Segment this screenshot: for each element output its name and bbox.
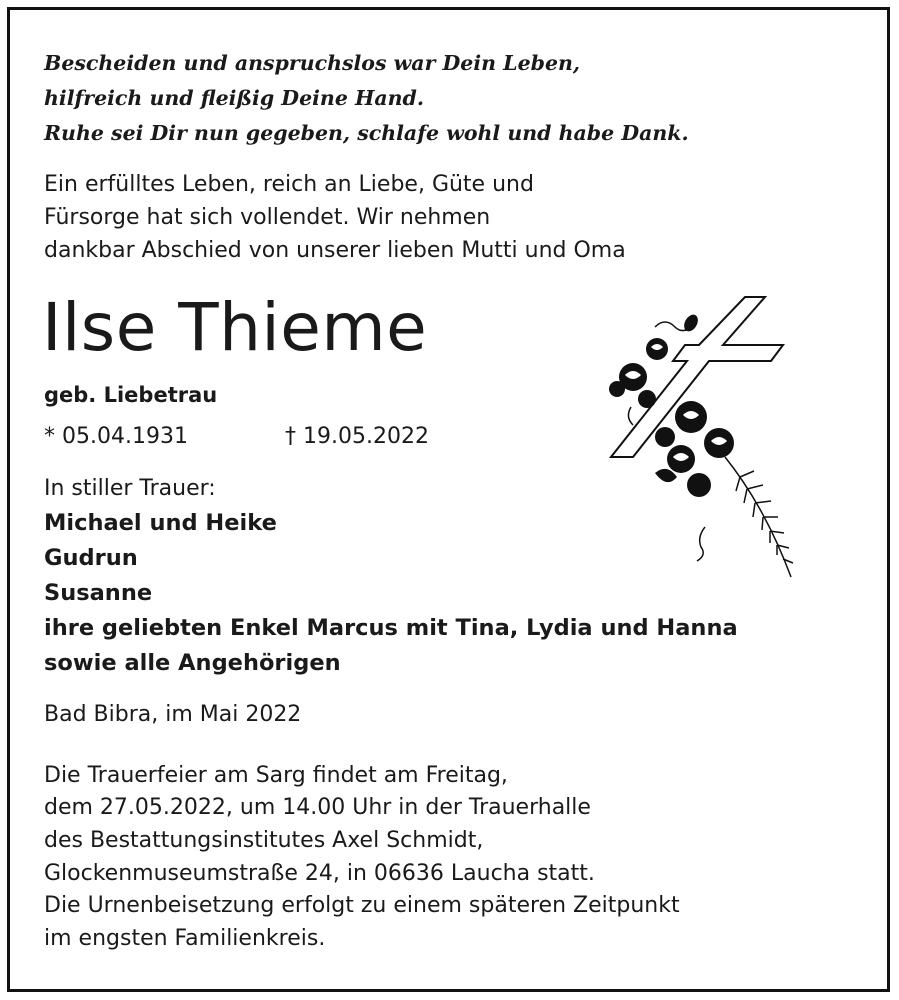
funeral-line: des Bestattungsinstitutes Axel Schmidt,	[44, 828, 484, 853]
funeral-line: im engsten Familienkreis.	[44, 926, 326, 951]
mourner-line: sowie alle Angehörigen	[44, 650, 341, 676]
intro-line: Fürsorge hat sich vollendet. Wir nehmen	[44, 205, 491, 230]
deceased-name: Ilse Thieme	[42, 289, 428, 366]
intro-line: dankbar Abschied von unserer lieben Mutti und Oma	[44, 238, 626, 263]
cross-with-roses-icon	[595, 287, 805, 587]
poem-line: Ruhe sei Dir nun gegeben, schlafe wohl und habe Dank.	[44, 121, 689, 145]
mourner-line: Gudrun	[44, 545, 138, 571]
mourning-label: In stiller Trauer:	[44, 476, 216, 501]
place-date: Bad Bibra, im Mai 2022	[44, 702, 302, 727]
birth-date: * 05.04.1931	[44, 424, 188, 449]
intro-line: Ein erfülltes Leben, reich an Liebe, Güte und	[44, 172, 534, 197]
funeral-line: Die Trauerfeier am Sarg findet am Freitag,	[44, 763, 508, 788]
funeral-line: Die Urnenbeisetzung erfolgt zu einem späteren Zeitpunkt	[44, 893, 680, 918]
mourner-line: Susanne	[44, 580, 153, 606]
funeral-line: Glockenmuseumstraße 24, in 06636 Laucha statt.	[44, 861, 595, 886]
mourner-line: Michael und Heike	[44, 510, 277, 536]
birth-name: geb. Liebetrau	[44, 383, 218, 407]
poem-line: hilfreich und fleißig Deine Hand.	[44, 86, 425, 110]
poem-line: Bescheiden und anspruchslos war Dein Leben,	[44, 51, 581, 75]
funeral-line: dem 27.05.2022, um 14.00 Uhr in der Trauerhalle	[44, 795, 591, 820]
mourner-line: ihre geliebten Enkel Marcus mit Tina, Lydia und Hanna	[44, 615, 738, 641]
death-date: † 19.05.2022	[285, 424, 429, 449]
